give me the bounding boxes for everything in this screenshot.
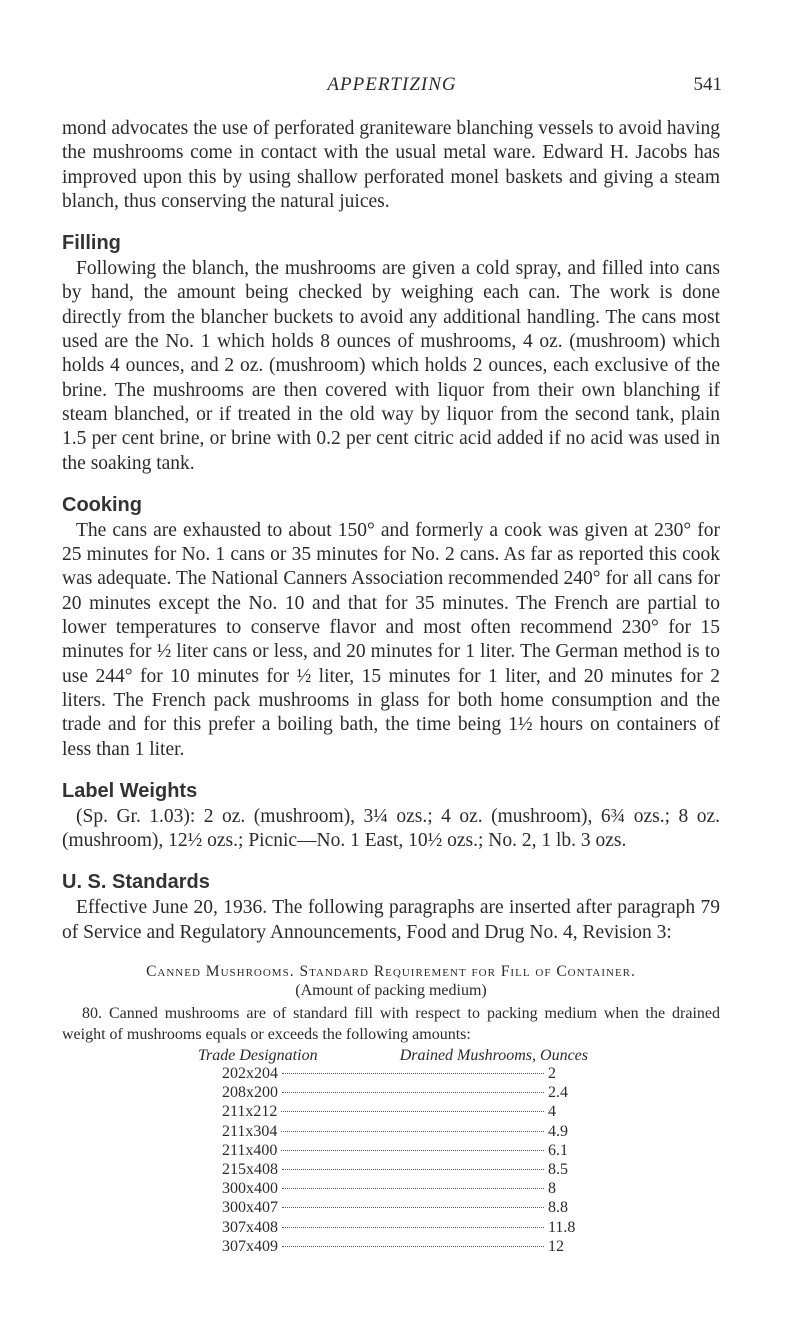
- fill-table: [198, 1047, 588, 1257]
- page-header: [62, 74, 722, 100]
- trade-designation: 215x408: [222, 1160, 278, 1178]
- dot-leader: [282, 1246, 544, 1247]
- table-row: [198, 1199, 588, 1218]
- trade-designation: 211x304: [222, 1122, 278, 1140]
- drained-weight: 8.5: [548, 1160, 568, 1178]
- drained-weight-header: Drained Mushrooms, Ounces: [399, 1047, 588, 1065]
- notice-subtitle: (Amount of packing medium): [295, 982, 487, 1000]
- table-row: [198, 1123, 588, 1142]
- dot-leader: [282, 1092, 544, 1093]
- table-row: [198, 1161, 588, 1180]
- trade-designation: 211x400: [222, 1141, 278, 1159]
- cooking-paragraph: The cans are exhausted to about 150° and formerly a cook was given at 230° for 25 minutes for No. 1 cans or 35 minutes for No. 2 cans. As far as reported this cook was adequate. The National Canners Association recommended 240° for all cans for 20 minutes except the No. 10 and that for 35 minutes. The French are partial to lower temperatures to conserve flavor and most often recommend 230° for 15 minutes for ½ liter cans or less, and 20 minutes for 1 liter. The German method is to use 244° for 10 minutes for ½ liter, 15 minutes for 1 liter, and 20 minutes for 2 liters. The French pack mushrooms in glass for both home consumption and the trade and for this prefer a boiling bath, the time being 1½ hours on containers of less than 1 liter.: [62, 519, 720, 760]
- label-weights-heading: Label Weights: [62, 779, 198, 802]
- table-row: [198, 1219, 588, 1238]
- trade-designation: 202x204: [222, 1065, 278, 1083]
- us-standards-paragraph: Effective June 20, 1936. The following paragraphs are inserted after paragraph 79 of Service and Regulatory Announcements, Food and Drug No. 4, Revision 3:: [62, 897, 720, 943]
- trade-designation: 307x408: [222, 1218, 278, 1236]
- drained-weight: 2: [548, 1065, 556, 1083]
- dot-leader: [281, 1131, 544, 1132]
- table-row: [198, 1238, 588, 1257]
- drained-weight: 6.1: [548, 1141, 568, 1159]
- intro-paragraph: mond advocates the use of perforated graniteware blanching vessels to avoid having the mushrooms come in contact with the usual metal ware. Edward H. Jacobs has improved upon this by using shallow perforated monel baskets and giving a steam blanch, thus conserving the natural juices.: [62, 118, 720, 212]
- table-header: [198, 1047, 588, 1065]
- table-rows: [198, 1065, 588, 1257]
- cooking-heading: Cooking: [62, 493, 142, 516]
- trade-designation: 208x200: [222, 1084, 278, 1102]
- drained-weight: 8: [548, 1180, 556, 1198]
- dot-leader: [281, 1111, 544, 1112]
- notice-title: Canned Mushrooms. Standard Requirement for Fill of Container.: [146, 963, 636, 981]
- drained-weight: 2.4: [548, 1084, 568, 1102]
- table-row: [198, 1103, 588, 1122]
- dot-leader: [282, 1188, 544, 1189]
- running-head: APPERTIZING: [327, 74, 457, 95]
- dot-leader: [282, 1169, 544, 1170]
- drained-weight: 11.8: [548, 1218, 576, 1236]
- filling-paragraph: Following the blanch, the mushrooms are given a cold spray, and filled into cans by hand, the amount being checked by weighing each can. The work is done directly from the blancher buckets to avoid any additional handling. The cans most used are the No. 1 which holds 8 ounces of mushrooms, 4 oz. (mushroom) which holds 4 ounces, and 2 oz. (mushroom) which holds 2 ounces, each exclusive of the brine. The mushrooms are then covered with liquor from their own blanching if steam blanched, or if treated in the old way by liquor from the second tank, plain 1.5 per cent brine, or brine with 0.2 per cent citric acid added if no acid was used in the soaking tank.: [62, 258, 720, 474]
- trade-designation: 211x212: [222, 1103, 278, 1121]
- table-row: [198, 1180, 588, 1199]
- drained-weight: 4: [548, 1103, 556, 1121]
- us-standards-heading: U. S. Standards: [62, 871, 210, 894]
- table-row: [198, 1065, 588, 1084]
- table-row: [198, 1142, 588, 1161]
- table-row: [198, 1084, 588, 1103]
- drained-weight: 4.9: [548, 1122, 568, 1140]
- drained-weight: 12: [548, 1237, 564, 1255]
- dot-leader: [281, 1150, 544, 1151]
- label-weights-paragraph: (Sp. Gr. 1.03): 2 oz. (mushroom), 3¼ ozs.; 4 oz. (mushroom), 6¾ ozs.; 8 oz. (mushroom), 12½ ozs.; Picnic—No. 1 East, 10½ ozs.; No. 2, 1 lb. 3 ozs.: [62, 805, 720, 852]
- dot-leader: [282, 1207, 544, 1208]
- drained-weight: 8.8: [548, 1199, 568, 1217]
- page-body: [62, 117, 720, 1257]
- page-number: 541: [693, 74, 722, 95]
- notice-paragraph: 80. Canned mushrooms are of standard fill with respect to packing medium when the drained weight of mushrooms equals or exceeds the following amounts:: [62, 1005, 720, 1044]
- filling-heading: Filling: [62, 232, 121, 255]
- dot-leader: [282, 1073, 544, 1074]
- trade-designation: 300x400: [222, 1180, 278, 1198]
- trade-designation: 307x409: [222, 1237, 278, 1255]
- trade-designation-header: Trade Designation: [198, 1047, 318, 1065]
- dot-leader: [282, 1227, 544, 1228]
- trade-designation: 300x407: [222, 1199, 278, 1217]
